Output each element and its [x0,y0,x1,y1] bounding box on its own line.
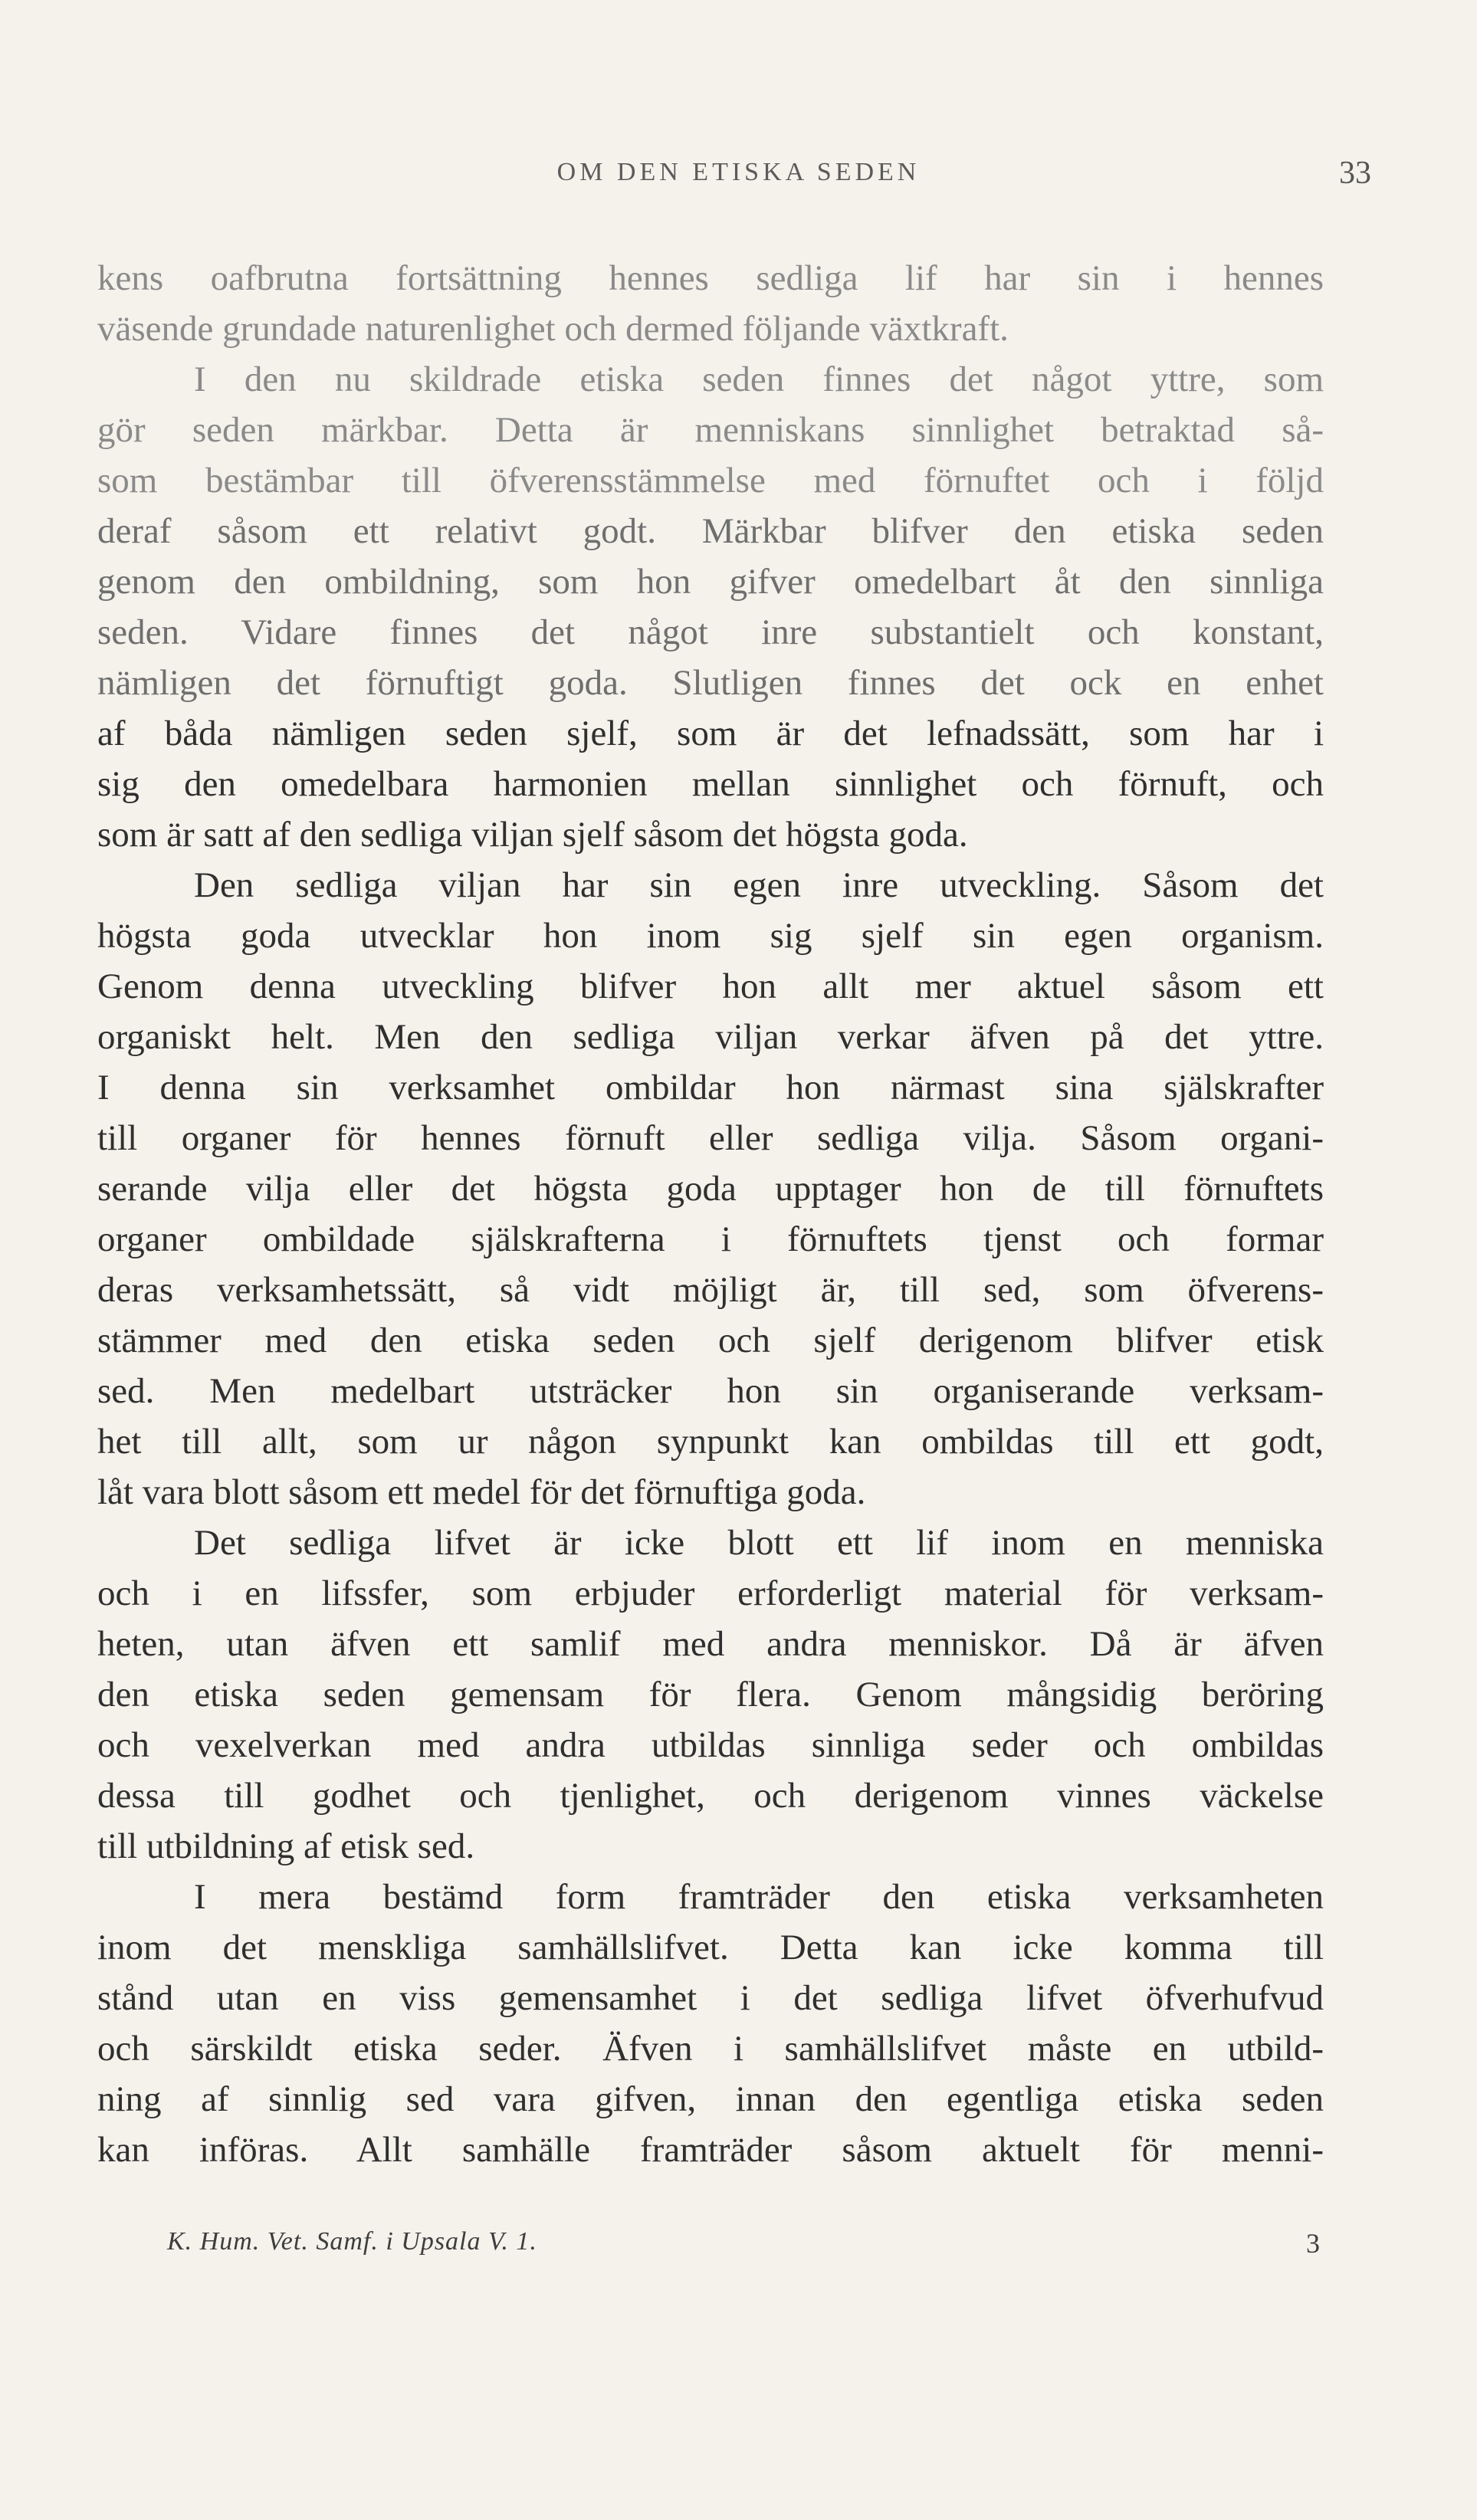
text-line: I mera bestämd form framträder den etiska verksamheten [194,1877,1324,1917]
page-header [0,158,1477,204]
text-line: stånd utan en viss gemensamhet i det sedliga lifvet öfverhufvud [97,1978,1324,2018]
text-line: som är satt af den sedliga viljan sjelf såsom det högsta goda. [97,815,968,855]
printer-signature: K. Hum. Vet. Samf. i Upsala V. 1. [167,2227,537,2256]
text-line: sed. Men medelbart utsträcker hon sin organiserande verksam- [97,1371,1324,1411]
text-line: Genom denna utveckling blifver hon allt mer aktuel såsom ett [97,966,1324,1006]
text-line: till organer för hennes förnuft eller sedliga vilja. Såsom organi- [97,1118,1324,1158]
text-line: som bestämbar till öfverensstämmelse med förnuftet och i följd [97,461,1324,500]
text-line: och särskildt etiska seder. Äfven i samhällslifvet måste en utbild- [97,2029,1324,2069]
text-line: organiskt helt. Men den sedliga viljan verkar äfven på det yttre. [97,1017,1324,1057]
text-line: låt vara blott såsom ett medel för det förnuftiga goda. [97,1472,866,1512]
text-line: heten, utan äfven ett samlif med andra menniskor. Då är äfven [97,1624,1324,1664]
text-line: sig den omedelbara harmonien mellan sinnlighet och förnuft, och [97,764,1324,804]
text-line: deras verksamhetssätt, så vidt möjligt är, till sed, som öfverens- [97,1270,1324,1310]
text-line: organer ombildade själskrafterna i förnuftets tjenst och formar [97,1219,1324,1259]
text-line: serande vilja eller det högsta goda upptager hon de till förnuftets [97,1169,1324,1209]
text-line: kan införas. Allt samhälle framträder såsom aktuelt för menni- [97,2130,1324,2170]
text-line: genom den ombildning, som hon gifver omedelbart åt den sinnliga [97,562,1324,602]
text-line: seden. Vidare finnes det något inre substantielt och konstant, [97,612,1324,652]
text-line: deraf såsom ett relativt godt. Märkbar blifver den etiska seden [97,511,1324,551]
text-line: af båda nämligen seden sjelf, som är det lefnadssätt, som har i [97,714,1324,753]
text-line: kens oafbrutna fortsättning hennes sedliga lif har sin i hennes [97,258,1324,298]
text-line: till utbildning af etisk sed. [97,1826,475,1866]
text-line: den etiska seden gemensam för flera. Genom mångsidig beröring [97,1675,1324,1714]
text-line: I den nu skildrade etiska seden finnes det något yttre, som [194,359,1324,399]
text-line: högsta goda utvecklar hon inom sig sjelf sin egen organism. [97,916,1324,956]
page-number: 33 [1339,156,1371,191]
text-line: Den sedliga viljan har sin egen inre utveckling. Såsom det [194,865,1324,905]
text-line: het till allt, som ur någon synpunkt kan ombildas till ett godt, [97,1422,1324,1462]
text-line: inom det menskliga samhällslifvet. Detta kan icke komma till [97,1928,1324,1967]
text-line: I denna sin verksamhet ombildar hon närmast sina själskrafter [97,1068,1324,1107]
body-text [97,253,1324,2175]
sheet-mark: 3 [1306,2228,1320,2259]
text-line: väsende grundade naturenlighet och dermed följande växtkraft. [97,309,1009,349]
text-line: gör seden märkbar. Detta är menniskans sinnlighet betraktad så- [97,410,1324,450]
text-line: och vexelverkan med andra utbildas sinnliga seder och ombildas [97,1725,1324,1765]
text-line: Det sedliga lifvet är icke blott ett lif inom en menniska [194,1523,1324,1563]
running-title: OM DEN ETISKA SEDEN [556,158,921,186]
text-line: stämmer med den etiska seden och sjelf derigenom blifver etisk [97,1321,1324,1360]
text-line: nämligen det förnuftigt goda. Slutligen finnes det ock en enhet [97,663,1324,703]
text-line: ning af sinnlig sed vara gifven, innan den egentliga etiska seden [97,2079,1324,2119]
text-line: och i en lifssfer, som erbjuder erforderligt material för verksam- [97,1573,1324,1613]
text-line: dessa till godhet och tjenlighet, och derigenom vinnes väckelse [97,1776,1324,1816]
